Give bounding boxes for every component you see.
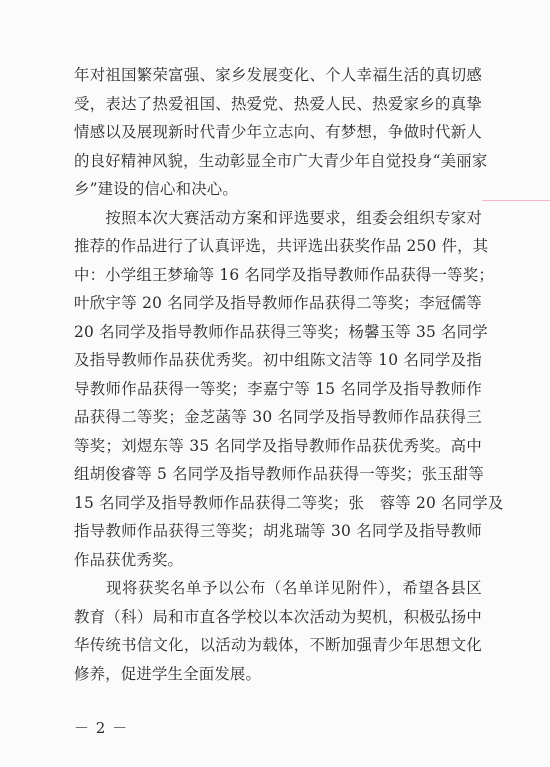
paragraph-line: 中：小学组王梦瑜等 16 名同学及指导教师作品获得一等奖； — [74, 265, 494, 284]
paragraph-line: 指导教师作品获得三等奖；胡兆瑞等 30 名同学及指导教师 — [74, 522, 482, 540]
paragraph-line: 15 名同学及指导教师作品获得二等奖；张 蓉等 20 名同学及 — [74, 493, 504, 512]
paragraph-line: 情感以及展现新时代青少年立志向、有梦想，争做时代新人 — [74, 123, 482, 141]
paragraph-2 — [74, 204, 504, 575]
paragraph-line: 按照本次大赛活动方案和评选要求，组委会组织专家对 — [74, 208, 482, 227]
paragraph-line: 年对祖国繁荣富强、家乡发展变化、个人幸福生活的真切感 — [74, 66, 482, 84]
paragraph-line: 的良好精神风貌，生动彰显全市广大青少年自觉投身“美丽家 — [74, 151, 488, 170]
paragraph-line: 华传统书信文化，以活动为载体，不断加强青少年思想文化 — [74, 636, 482, 654]
paragraph-line: 20 名同学及指导教师作品获得三等奖；杨馨玉等 35 名同学 — [74, 322, 488, 341]
paragraph-1 — [74, 61, 488, 204]
paragraph-line: 叶欣宇等 20 名同学及指导教师作品获得二等奖；李冠儒等 — [74, 294, 482, 312]
paragraph-line: 推荐的作品进行了认真评选，共评选出获奖作品 250 件，其 — [74, 237, 489, 255]
paragraph-line: 修养，促进学生全面发展。 — [74, 664, 262, 683]
paragraph-line: 受，表达了热爱祖国、热爱党、热爱人民、热爱家乡的真挚 — [74, 94, 482, 113]
document-body — [74, 61, 504, 688]
paragraph-line: 等奖；刘煜东等 35 名同学及指导教师作品获优秀奖。高中 — [74, 436, 482, 455]
paragraph-line: 导教师作品获得一等奖；李嘉宁等 15 名同学及指导教师作 — [74, 379, 482, 398]
paragraph-line: 现将获奖名单予以公布（名单详见附件），希望各县区 — [74, 579, 482, 597]
page-number: － 2 － — [74, 719, 129, 737]
paragraph-line: 及指导教师作品获优秀奖。初中组陈文洁等 10 名同学及指 — [74, 351, 482, 369]
paragraph-3 — [74, 574, 482, 688]
paragraph-line: 乡”建设的信心和决心。 — [74, 180, 238, 198]
margin-mark — [482, 200, 550, 201]
paragraph-line: 教育（科）局和市直各学校以本次活动为契机，积极弘扬中 — [74, 607, 482, 626]
paragraph-line: 组胡俊睿等 5 名同学及指导教师作品获得一等奖；张玉甜等 — [74, 465, 484, 483]
paragraph-line: 品获得二等奖；金芝菡等 30 名同学及指导教师作品获得三 — [74, 408, 482, 426]
paragraph-line: 作品获优秀奖。 — [74, 550, 184, 569]
